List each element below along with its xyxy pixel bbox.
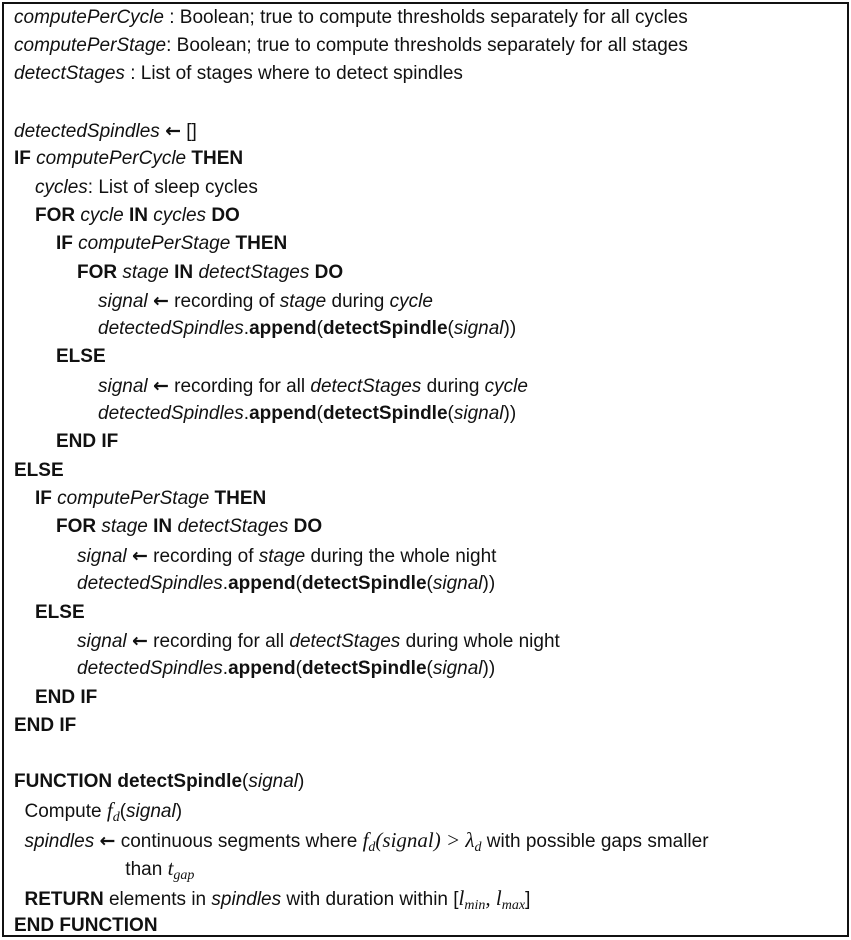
code-token: )	[175, 801, 183, 822]
code-token: detectedSpindles	[77, 658, 223, 679]
code-token: append	[249, 318, 317, 339]
math-subscript: d	[112, 810, 120, 825]
code-token: RETURN	[24, 889, 104, 910]
code-token: cycle	[389, 291, 433, 312]
code-token: END FUNCTION	[14, 915, 158, 936]
code-token: during the whole night	[305, 546, 497, 567]
code-token: ))	[503, 403, 517, 424]
code-token: ))	[503, 318, 517, 339]
code-token: IF	[35, 488, 58, 509]
code-token: spindles	[211, 889, 282, 910]
code-token: DO	[206, 205, 240, 226]
code-token: computePerStage	[78, 233, 231, 254]
code-token: l	[458, 886, 465, 910]
code-token: during	[326, 291, 390, 312]
code-token: append	[249, 403, 317, 424]
pseudocode-line	[14, 712, 76, 740]
code-token: recording for all	[147, 631, 290, 652]
code-token: END IF	[14, 715, 77, 736]
code-token: signal	[98, 291, 148, 312]
code-token: detectStages	[198, 262, 310, 283]
code-token: ELSE	[14, 460, 64, 481]
code-token: detectedSpindles	[77, 573, 223, 594]
assign-arrow-icon: ←	[152, 290, 169, 312]
pseudocode-line	[14, 32, 688, 60]
code-token: (	[316, 403, 323, 424]
code-token: (	[295, 658, 302, 679]
code-token: (	[316, 318, 323, 339]
code-token: signal	[453, 318, 504, 339]
pseudocode-line	[56, 428, 118, 456]
code-token: during whole night	[400, 631, 560, 652]
code-token: (	[426, 658, 433, 679]
code-token: append	[228, 573, 296, 594]
code-token: spindles	[24, 831, 95, 852]
code-token: ))	[482, 573, 496, 594]
pseudocode-line	[35, 485, 266, 513]
pseudocode-line	[98, 287, 433, 316]
code-token: []	[180, 121, 197, 142]
code-token: signal	[77, 546, 127, 567]
pseudocode-line	[98, 372, 528, 401]
code-token: (signal) > λ	[375, 828, 475, 852]
code-token: .	[222, 573, 229, 594]
code-token: FUNCTION detectSpindle	[14, 771, 243, 792]
code-token: (	[295, 573, 302, 594]
code-token: cycle	[80, 205, 124, 226]
code-token: detectSpindle	[322, 318, 448, 339]
pseudocode-line	[56, 343, 106, 371]
pseudocode-line	[14, 4, 688, 32]
code-token: (	[426, 573, 433, 594]
code-token: FOR	[56, 516, 102, 537]
code-token: detectStages	[177, 516, 289, 537]
code-token: f	[362, 828, 369, 852]
code-token: END IF	[56, 431, 119, 452]
code-token: with possible gaps smaller	[481, 831, 709, 852]
code-token: FOR	[35, 205, 81, 226]
code-token: stage	[279, 291, 327, 312]
pseudocode-line	[35, 174, 258, 202]
code-token: signal	[248, 771, 298, 792]
code-token: detectedSpindles	[98, 403, 244, 424]
pseudocode-line	[14, 117, 197, 146]
pseudocode-line	[77, 570, 495, 598]
code-token: : Boolean; true to compute thresholds separately for all stages	[166, 35, 688, 56]
code-token: THEN	[186, 148, 244, 169]
code-token: ]	[525, 889, 531, 910]
code-token: during	[421, 376, 485, 397]
code-token: IN	[147, 516, 178, 537]
code-token: IF	[56, 233, 79, 254]
math-subscript: max	[501, 898, 526, 913]
code-token: detectSpindle	[301, 658, 427, 679]
code-token: recording of	[168, 291, 280, 312]
algorithm-box	[2, 2, 849, 937]
code-token: signal	[453, 403, 504, 424]
code-token: .	[243, 318, 250, 339]
assign-arrow-icon: ←	[99, 830, 116, 852]
code-token: IN	[168, 262, 199, 283]
code-token: (	[447, 403, 454, 424]
math-subscript: d	[474, 840, 482, 855]
pseudocode-line	[56, 513, 322, 541]
code-token: THEN	[209, 488, 267, 509]
assign-arrow-icon: ←	[152, 375, 169, 397]
code-token: , l	[485, 886, 502, 910]
assign-arrow-icon: ←	[165, 120, 181, 142]
math-subscript: d	[368, 840, 376, 855]
pseudocode-line	[77, 655, 495, 683]
code-token: signal	[432, 658, 483, 679]
code-token: (	[119, 801, 127, 822]
code-token: detectSpindle	[322, 403, 448, 424]
pseudocode-line	[14, 60, 463, 88]
pseudocode-line	[77, 542, 496, 571]
code-token: signal	[126, 801, 176, 822]
code-token: IF	[14, 148, 37, 169]
code-token: computePerStage	[14, 35, 167, 56]
pseudocode-line	[77, 259, 343, 287]
code-token: recording of	[147, 546, 259, 567]
code-token: IN	[123, 205, 154, 226]
assign-arrow-icon: ←	[131, 545, 148, 567]
code-token: t	[167, 856, 174, 880]
code-token: detectStages	[310, 376, 422, 397]
pseudocode-line	[35, 684, 97, 712]
code-token: f	[106, 798, 113, 822]
pseudocode-line	[98, 400, 516, 428]
code-token: stage	[101, 516, 148, 537]
code-token: detectedSpindles	[98, 318, 244, 339]
code-token: computePerCycle	[36, 148, 187, 169]
code-token: signal	[98, 376, 148, 397]
code-token: elements in	[103, 889, 212, 910]
code-token: detectStages	[14, 63, 125, 84]
code-token: (	[447, 318, 454, 339]
code-token: .	[222, 658, 229, 679]
code-token: DO	[309, 262, 344, 283]
code-token: append	[228, 658, 296, 679]
math-subscript: gap	[173, 868, 195, 883]
pseudocode-line	[14, 145, 243, 173]
code-token: END IF	[35, 687, 98, 708]
code-token: cycle	[484, 376, 528, 397]
code-token: continuous segments where	[115, 831, 363, 852]
math-subscript: min	[464, 898, 486, 913]
code-token: computePerStage	[57, 488, 210, 509]
code-token: ))	[482, 658, 496, 679]
code-token: (	[242, 771, 249, 792]
code-token: with duration within [	[281, 889, 459, 910]
pseudocode-line	[14, 912, 158, 940]
code-token: signal	[77, 631, 127, 652]
pseudocode-line	[56, 230, 287, 258]
code-token: THEN	[230, 233, 288, 254]
code-token: FOR	[77, 262, 123, 283]
code-token: stage	[258, 546, 306, 567]
code-token: cycles	[35, 177, 88, 198]
pseudocode-line	[35, 599, 85, 627]
code-token: detectStages	[289, 631, 401, 652]
code-token: : List of stages where to detect spindles	[124, 63, 463, 84]
pseudocode-line	[77, 627, 560, 656]
code-token: than	[125, 859, 168, 880]
code-token: detectedSpindles	[14, 121, 160, 142]
code-token: recording for all	[168, 376, 311, 397]
pseudocode-line	[14, 768, 304, 796]
code-token: )	[298, 771, 305, 792]
code-token: Compute	[24, 801, 107, 822]
pseudocode-line	[35, 202, 240, 230]
code-token: computePerCycle	[14, 7, 164, 28]
code-token: signal	[432, 573, 483, 594]
assign-arrow-icon: ←	[131, 630, 148, 652]
code-token: ELSE	[56, 346, 106, 367]
pseudocode-line	[14, 457, 64, 485]
code-token: cycles	[153, 205, 207, 226]
code-token: stage	[122, 262, 169, 283]
code-token: .	[243, 403, 250, 424]
code-token: : List of sleep cycles	[87, 177, 258, 198]
code-token: : Boolean; true to compute thresholds separately for all cycles	[163, 7, 688, 28]
code-token: DO	[288, 516, 323, 537]
code-token: ELSE	[35, 602, 85, 623]
pseudocode-line	[98, 315, 516, 343]
code-token: detectSpindle	[301, 573, 427, 594]
